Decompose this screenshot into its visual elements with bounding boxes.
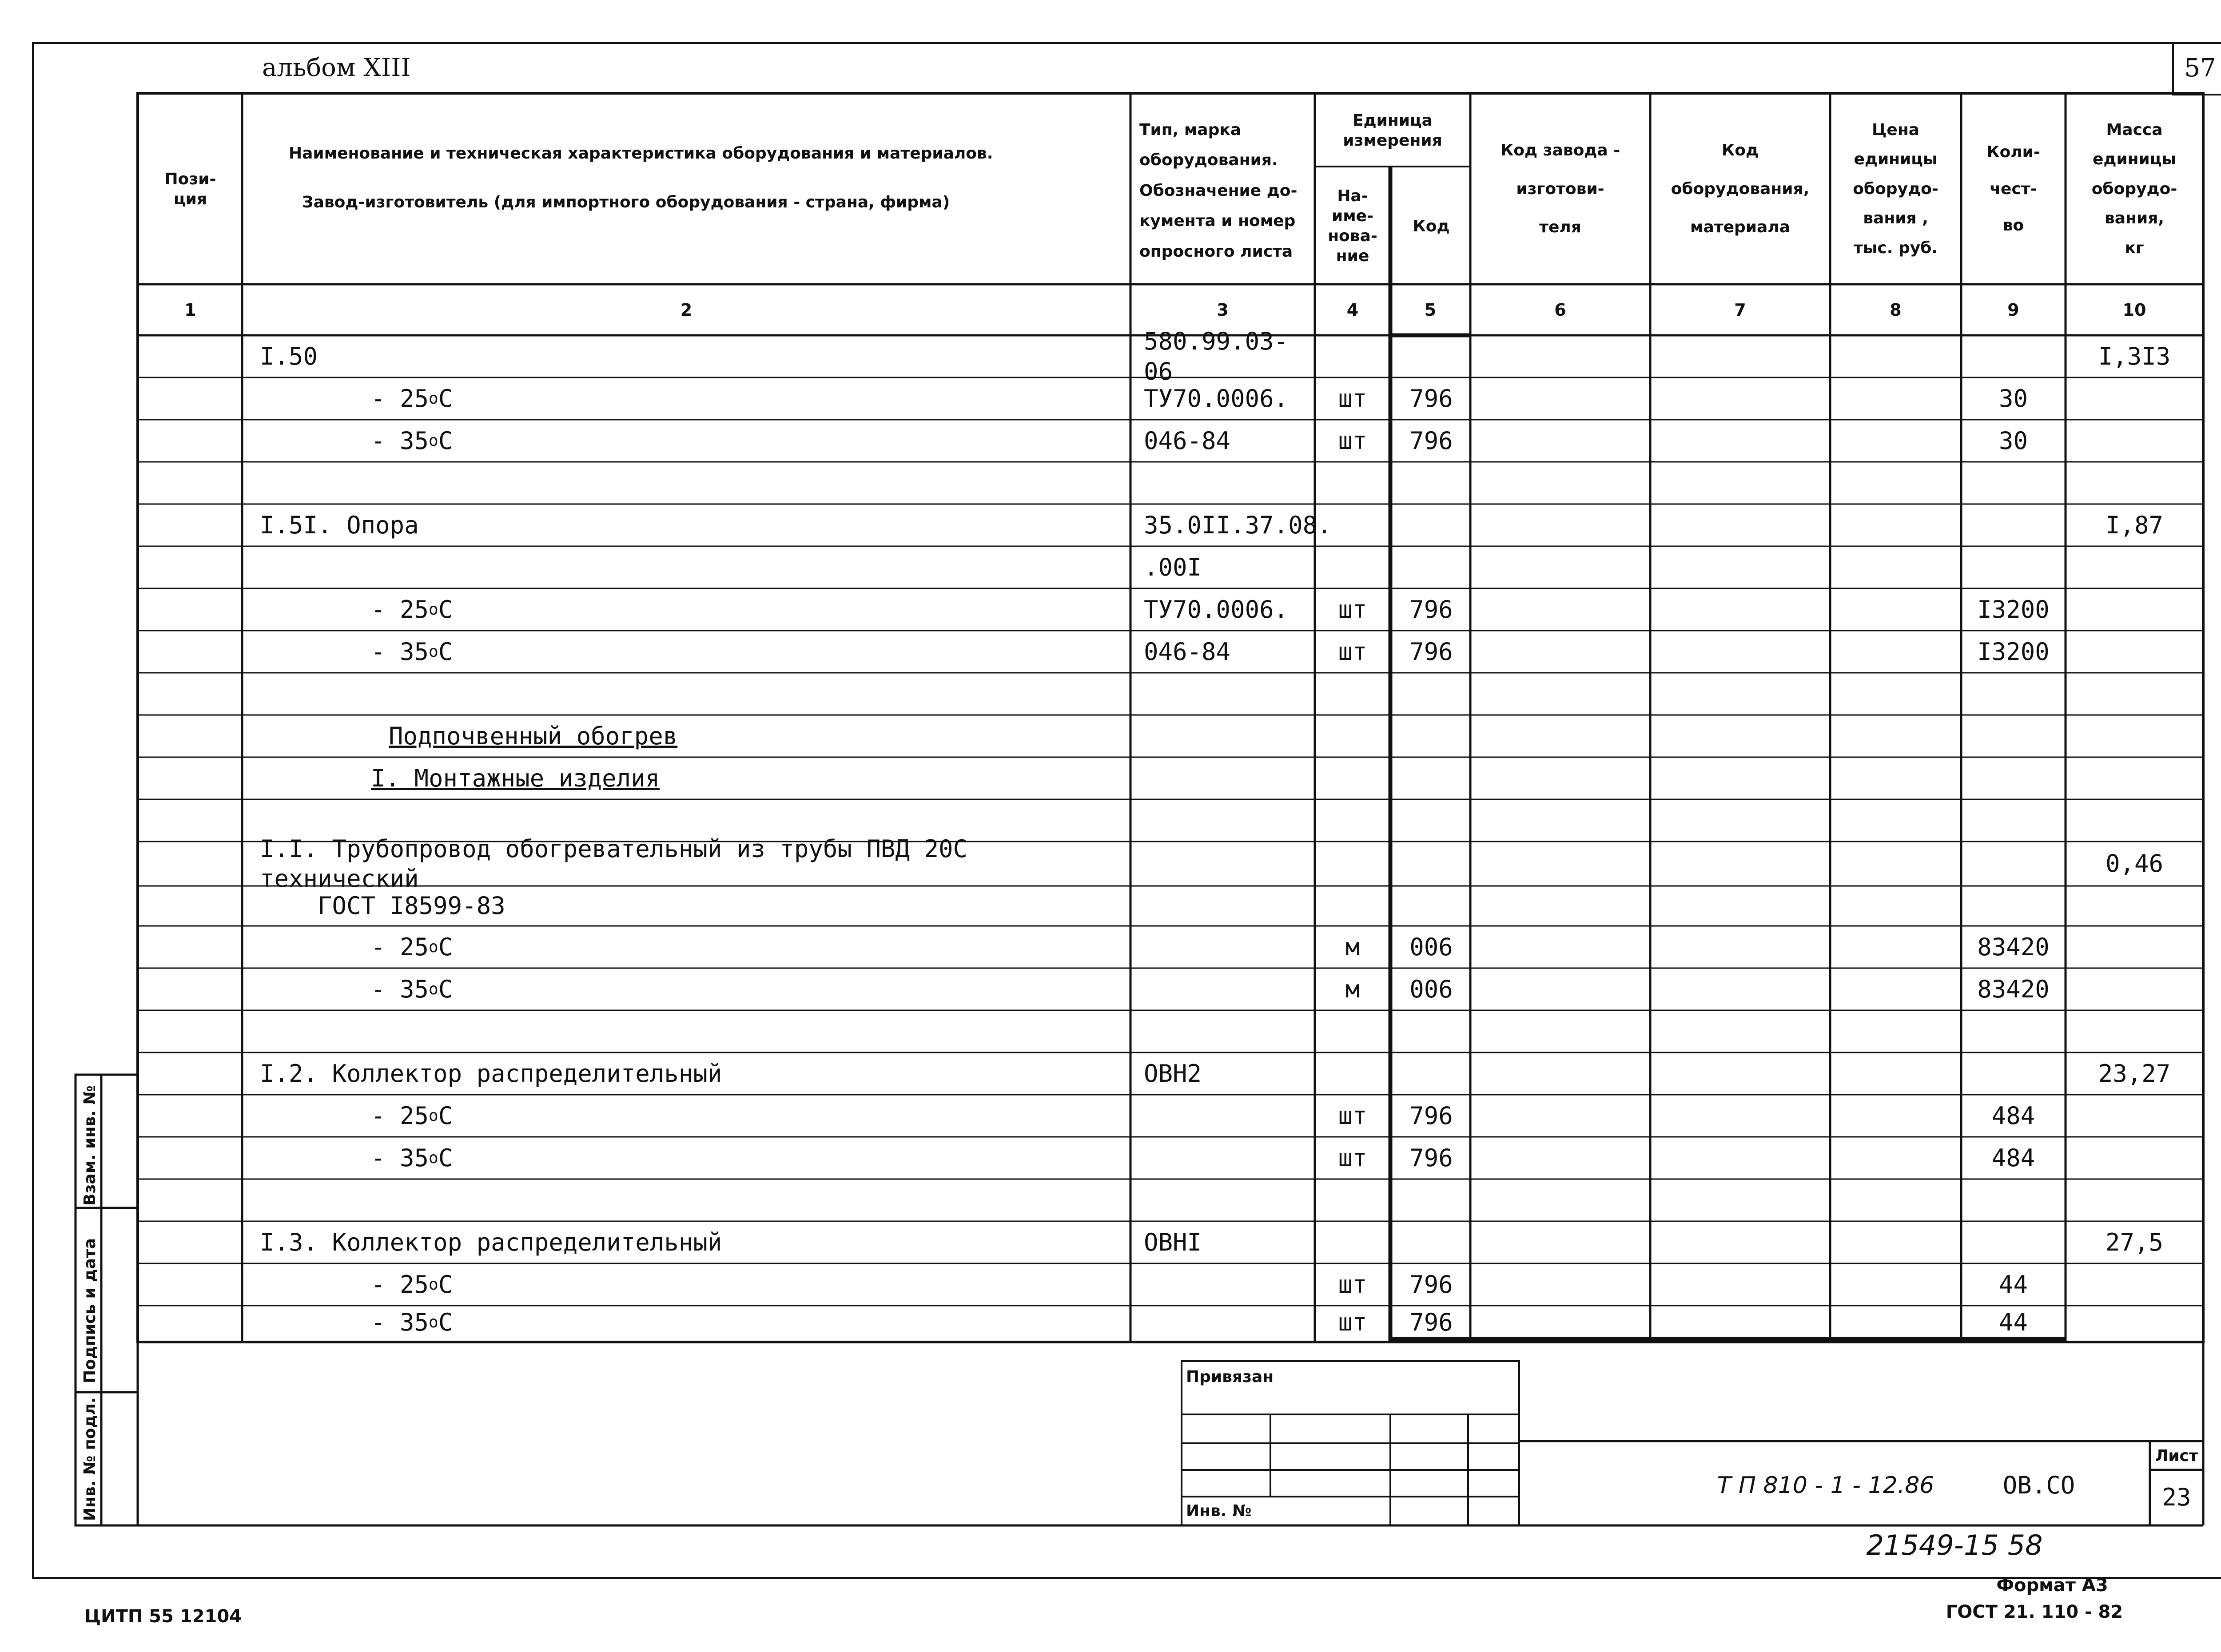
item-type: ТУ70.0006. [1144, 595, 1289, 623]
item-type [1144, 1010, 1313, 1052]
item-mass [2066, 377, 2203, 420]
item-type [1144, 926, 1313, 968]
column-number: 10 [2122, 300, 2146, 320]
item-quantity [1961, 757, 2066, 799]
item-quantity [1961, 1221, 2066, 1263]
item-unit: шт [1338, 1101, 1367, 1130]
header-position: Пози- ция [164, 170, 216, 208]
column-number: 5 [1424, 300, 1437, 320]
item-type [1144, 715, 1313, 757]
stamp-list-number: 23 [2162, 1483, 2191, 1512]
item-mass [2066, 1010, 2203, 1052]
item-quantity [1961, 886, 2066, 926]
column-number: 1 [184, 300, 196, 320]
item-unit: шт [1338, 637, 1367, 666]
item-mass: 27,5 [2105, 1228, 2164, 1256]
item-mass [2066, 420, 2203, 462]
header-equipment-code: Код оборудования, материала [1671, 141, 1810, 237]
column-number: 9 [2007, 300, 2019, 320]
column-number: 7 [1734, 300, 1746, 320]
item-mass [2066, 673, 2203, 715]
item-unit-code: 796 [1409, 637, 1453, 666]
item-name: I.I. Трубопровод обогревательный из трубы ПВД 20С технический [260, 834, 968, 893]
item-mass [2066, 757, 2203, 799]
item-unit: шт [1338, 595, 1367, 623]
item-quantity [1961, 546, 2066, 588]
item-quantity: I3200 [1977, 637, 2050, 666]
item-mass [2066, 1179, 2203, 1221]
item-name: - 35 o C [371, 975, 453, 1003]
item-name: - 35 o C [371, 637, 453, 666]
item-name: - 25 o C [371, 595, 453, 623]
item-mass [2066, 1263, 2203, 1306]
item-type [1144, 1263, 1313, 1306]
stamp-list-label: Лист [2155, 1446, 2198, 1465]
item-type: 580.99.03-06 [1144, 327, 1289, 385]
item-mass [2066, 1306, 2203, 1339]
side-label-podpis-data: Подпись и дата [81, 1238, 99, 1383]
item-unit-code [1392, 504, 1470, 546]
item-unit-code: 006 [1409, 975, 1453, 1003]
header-unit: Единица измерения [1343, 111, 1442, 150]
item-name [260, 546, 1126, 588]
item-mass [2066, 886, 2203, 926]
column-number: 3 [1217, 300, 1229, 320]
item-type: 046-84 [1144, 426, 1231, 455]
item-unit: шт [1338, 384, 1367, 413]
item-mass [2066, 462, 2203, 504]
item-name: ГОСТ I8599-83 [318, 892, 505, 920]
item-unit-code [1392, 1179, 1470, 1221]
item-quantity [1961, 715, 2066, 757]
item-unit-code [1392, 715, 1470, 757]
item-unit-code [1392, 1010, 1470, 1052]
item-unit-code: 796 [1409, 426, 1453, 455]
item-unit: шт [1338, 1144, 1367, 1172]
item-name: - 35 o C [371, 426, 453, 455]
format-label: Формат А3 [1996, 1575, 2108, 1596]
item-quantity [1961, 842, 2066, 886]
item-unit [1315, 715, 1390, 757]
side-label-inv-podl: Инв. № подл. [81, 1397, 99, 1521]
album-title: альбом XIII [262, 53, 411, 82]
header-type: Тип, марка оборудования. Обозначение до- кумента и номер опросного листа [1139, 121, 1298, 261]
item-quantity: 30 [1998, 384, 2028, 413]
item-unit-code [1392, 546, 1470, 588]
item-type [1144, 462, 1313, 504]
item-name: - 25 o C [371, 933, 453, 961]
item-type [1144, 1095, 1313, 1137]
item-name [260, 673, 1126, 715]
item-unit [1315, 757, 1390, 799]
item-unit-code [1392, 335, 1470, 377]
item-name: I.50 [260, 342, 318, 370]
item-name: - 35 o C [371, 1144, 453, 1172]
item-quantity: 30 [1998, 426, 2028, 455]
item-mass [2066, 799, 2203, 842]
item-unit-code [1392, 757, 1470, 799]
item-unit-code: 796 [1409, 384, 1453, 413]
item-name [260, 1010, 1126, 1052]
item-quantity: 484 [1991, 1101, 2035, 1130]
item-mass [2066, 715, 2203, 757]
item-type: ОВНI [1144, 1228, 1202, 1256]
item-name [260, 462, 1126, 504]
item-quantity [1961, 504, 2066, 546]
item-unit [1315, 335, 1390, 377]
item-unit-code [1392, 842, 1470, 886]
side-label-vzam-inv: Взам. инв. № [81, 1085, 99, 1206]
item-unit [1315, 799, 1390, 842]
item-mass [2066, 546, 2203, 588]
header-name-line2: Завод-изготовитель (для импортного оборудования - страна, фирма) [302, 193, 950, 211]
item-type [1144, 1137, 1313, 1179]
item-type: 046-84 [1144, 637, 1231, 666]
item-quantity [1961, 799, 2066, 842]
item-unit [1315, 1179, 1390, 1221]
item-unit-code [1392, 673, 1470, 715]
item-mass: I,3I3 [2098, 342, 2171, 370]
header-mass: Масса единицы оборудо- вания, кг [2091, 120, 2177, 257]
item-mass: I,87 [2105, 511, 2164, 539]
item-mass [2066, 588, 2203, 631]
item-unit [1315, 462, 1390, 504]
item-mass [2066, 1137, 2203, 1179]
column-number: 6 [1554, 300, 1566, 320]
item-unit [1315, 1221, 1390, 1263]
item-name: I.3. Коллектор распределительный [260, 1228, 722, 1256]
item-name: - 25 o C [371, 1270, 453, 1299]
item-quantity: 484 [1991, 1144, 2035, 1172]
item-name: I.5I. Опора [260, 511, 419, 539]
item-unit-code: 796 [1409, 1101, 1453, 1130]
item-unit-code: 796 [1409, 1144, 1453, 1172]
item-name: - 25 o C [371, 1101, 453, 1130]
item-quantity: 44 [1998, 1270, 2028, 1299]
item-quantity [1961, 462, 2066, 504]
item-name [260, 1179, 1126, 1221]
item-quantity [1961, 1179, 2066, 1221]
item-unit-code [1392, 799, 1470, 842]
item-unit [1315, 886, 1390, 926]
item-type: 35.0II.37.08. [1144, 511, 1332, 539]
item-name: I.2. Коллектор распределительный [260, 1059, 722, 1088]
item-type [1144, 1306, 1313, 1339]
item-type [1144, 1179, 1313, 1221]
item-quantity: 83420 [1977, 975, 2050, 1003]
header-name-line1: Наименование и техническая характеристика оборудования и материалов. [289, 144, 993, 163]
item-unit-code [1392, 462, 1470, 504]
header-unit-name: На- име- нова- ние [1328, 187, 1377, 265]
item-type: ОВН2 [1144, 1059, 1202, 1088]
item-unit [1315, 673, 1390, 715]
item-type: ТУ70.0006. [1144, 384, 1289, 413]
item-name: Подпочвенный обогрев [389, 722, 678, 750]
item-mass [2066, 631, 2203, 673]
item-quantity [1961, 1052, 2066, 1095]
item-quantity [1961, 1010, 2066, 1052]
column-number: 2 [680, 300, 693, 320]
stamp-privyazan: Привязан [1186, 1367, 1274, 1386]
header-factory-code: Код завода - изготови- теля [1500, 141, 1620, 237]
item-unit-code [1392, 1221, 1470, 1263]
item-name: I. Монтажные изделия [371, 764, 660, 792]
item-unit-code: 006 [1409, 933, 1453, 961]
item-type: .00I [1144, 553, 1202, 581]
item-unit-code: 796 [1409, 595, 1453, 623]
item-mass [2066, 968, 2203, 1010]
item-unit: м [1345, 933, 1360, 961]
stamp-document-code: Т П 810 - 1 - 12.86 [1717, 1472, 1934, 1499]
page-number: 57 [2172, 42, 2221, 95]
item-unit-code: 796 [1409, 1270, 1453, 1299]
item-unit-code [1392, 886, 1470, 926]
item-type [1144, 673, 1313, 715]
header-unit-code: Код [1413, 217, 1450, 235]
item-quantity: I3200 [1977, 595, 2050, 623]
item-type [1144, 757, 1313, 799]
item-name: - 25 o C [371, 384, 453, 413]
header-quantity: Коли- чест- во [1986, 143, 2040, 235]
stamp-inv-no: Инв. № [1186, 1501, 1252, 1520]
handwritten-number: 21549-15 58 [1866, 1529, 2043, 1562]
item-unit [1315, 504, 1390, 546]
item-name: - 35 o C [371, 1308, 453, 1336]
item-type [1144, 968, 1313, 1010]
item-unit [1315, 1052, 1390, 1095]
item-unit-code: 796 [1409, 1308, 1453, 1336]
printer-code: ЦИТП 55 12104 [84, 1606, 242, 1627]
column-number: 4 [1346, 300, 1359, 320]
item-mass: 0,46 [2105, 850, 2164, 878]
gost-label: ГОСТ 21. 110 - 82 [1946, 1602, 2123, 1622]
item-unit [1315, 842, 1390, 886]
item-mass [2066, 926, 2203, 968]
item-type [1144, 842, 1313, 886]
item-unit: шт [1338, 426, 1367, 455]
item-type [1144, 886, 1313, 926]
item-unit [1315, 1010, 1390, 1052]
item-quantity [1961, 335, 2066, 377]
item-mass [2066, 1095, 2203, 1137]
item-quantity: 44 [1998, 1308, 2028, 1336]
stamp-section: ОВ.СО [2002, 1471, 2075, 1500]
item-unit: м [1345, 975, 1360, 1003]
item-unit [1315, 546, 1390, 588]
item-mass: 23,27 [2098, 1059, 2171, 1088]
item-quantity: 83420 [1977, 933, 2050, 961]
item-unit: шт [1338, 1270, 1367, 1299]
item-unit-code [1392, 1052, 1470, 1095]
item-quantity [1961, 673, 2066, 715]
item-unit: шт [1338, 1308, 1367, 1336]
column-number: 8 [1890, 300, 1902, 320]
header-price: Цена единицы оборудо- вания , тыс. руб. [1853, 120, 1938, 257]
item-type [1144, 799, 1313, 842]
